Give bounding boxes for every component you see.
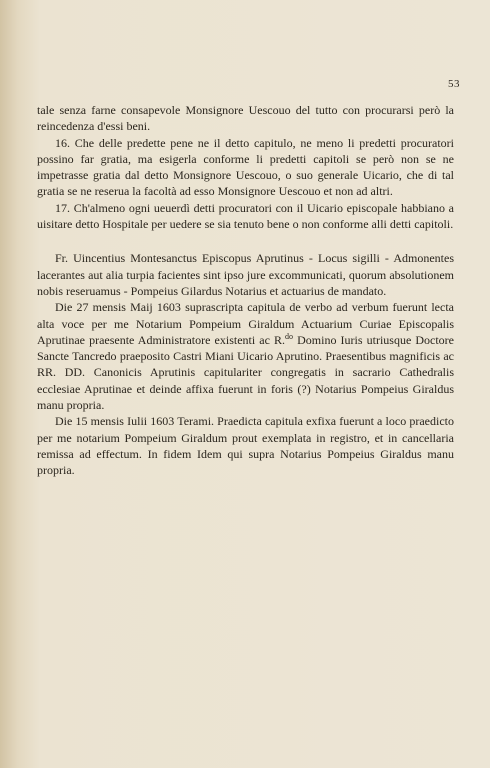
page-number: 53 xyxy=(448,78,460,90)
paragraph-bishop-signature: Fr. Uincentius Montesanctus Episcopus Aprutinus - Locus sigilli - Admonentes lacerantes aut alia turpia facientes sint ipso jure excommunicati, quorum absolutionem nobis reseruamus - Pompeius Gilardus Notarius et actuarius de mandato. xyxy=(37,251,454,298)
reading-record-text: Die 27 mensis Maij 1603 suprascripta capitula de verbo ad verbum fuerunt lecta alta voce per me Notarium Pompeium Giraldum Actuarium Curiae Episcopalis Aprutinae praesente Administratore existenti ac R. xyxy=(37,300,454,347)
paragraph-item-17: 17. Ch'almeno ogni ueuerdì detti procuratori con il Uicario episcopale habbiano a uisitare detto Hospitale per uedere se sia tenuto bene o non conforme alli detti capitoli. xyxy=(37,200,454,232)
reading-record-continuation: Domino Iuris utriusque Doctore Sancte Tancredo praeposito Castri Miani Uicario Aprutino. Praesentibus magnificis ac RR. DD. Canonicis Aprutinis capitulariter congregatis in sacrario Cathedralis ecclesiae Aprutinae et deinde affixa fuerunt in foris (?) Notarius Pompeius Giraldus manu propria. xyxy=(37,332,455,413)
paragraph-item-16: 16. Che delle predette pene ne il detto capitulo, ne meno li predetti procuratori possino far gratia, ma esigerla conforme li predetti capitoli se però non se ne impetrasse gratia dal detto Monsignore Uescouo, o suo generale Uicario, che di tal gratia se ne reserua la facoltà ad esso Monsignore Uescouo et non ad altri. xyxy=(37,135,454,199)
paragraph-reading-record xyxy=(37,299,454,413)
superscript-abbreviation: do xyxy=(285,331,294,341)
paragraph-continuation: tale senza farne consapevole Monsignore Uescouo del tutto con procurarsi però la reincedenza d'essi beni. xyxy=(37,103,454,134)
document-text xyxy=(37,102,454,479)
section-spacer xyxy=(37,232,454,250)
paragraph-removal-record: Die 15 mensis Iulii 1603 Terami. Praedicta capitula exfixa fuerunt a loco praedicto per me notarium Pompeium Giraldum prout exemplata in registro, et in cancellaria remissa ad effectum. In fidem Idem qui supra Notarius Pompeius Giraldus manu propria. xyxy=(37,414,454,478)
